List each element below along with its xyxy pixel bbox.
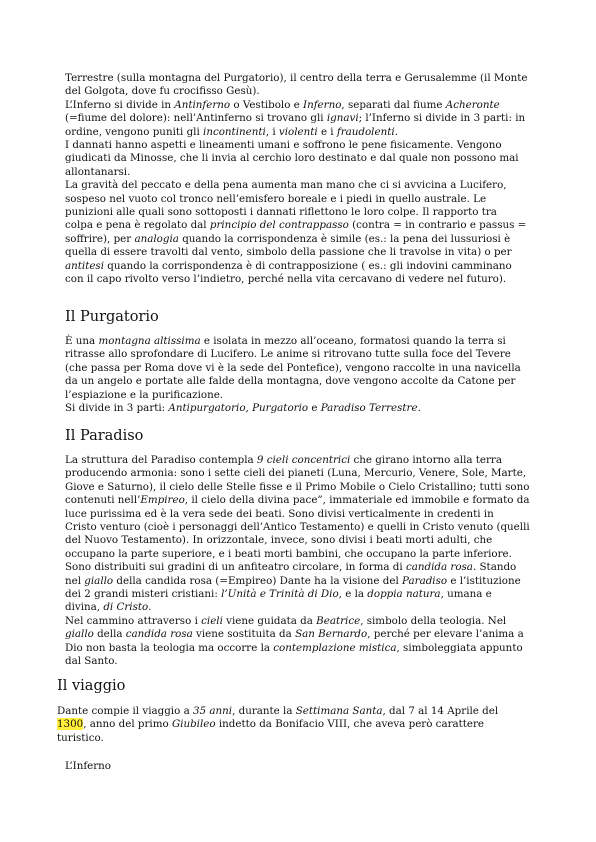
italic-text: Antinferno — [174, 98, 231, 111]
text-run: , umana e divina, — [65, 588, 492, 614]
italic-text: doppia natura — [367, 588, 441, 601]
text-run: della — [93, 628, 126, 641]
text-run: , dal 7 al 14 Aprile del — [382, 705, 499, 717]
text-run: quando la corrispondenza è simile (es.: la pena dei lussuriosi è quella di essere travolti dal vento, simbolo della passione che li travolse in vita) o per — [65, 232, 512, 259]
italic-text: antitesi — [65, 259, 105, 272]
text-run: , separati dal fiume — [341, 98, 446, 111]
paragraph-purgatorio — [65, 335, 545, 415]
heading-purgatorio: Il Purgatorio — [65, 309, 159, 325]
paragraph-paradiso — [65, 454, 545, 669]
italic-text: fraudolenti — [336, 125, 395, 138]
text-run: viene guidata da — [222, 614, 317, 627]
heading-viaggio: Il viaggio — [57, 678, 126, 694]
text-run: . Nel cammino attraverso i — [65, 601, 198, 627]
italic-text: principio del contrappasso — [209, 219, 349, 232]
italic-text: Acheronte — [445, 98, 500, 111]
text-run: . Stando nel — [65, 561, 517, 587]
text-run: . I dannati hanno aspetti e lineamenti umani e soffrono le pene fisicamente. Vengono giudicati da Minosse, che li invia al cerchio loro destinato e dal quale non possono mai allontanarsi. La gravità del peccato e della pena aumenta man mano che ci si avvicina a Lucifero, sospeso nel vuoto col tronco nell’emisfero boreale e i piedi in quello australe. Le punizioni alle quali sono sottoposti i dannati riflettono le loro colpe. Il rapporto tra colpa e pena è regolato dal — [65, 125, 519, 232]
text-run: Terrestre (sulla montagna del Purgatorio), il centro della terra e Gerusalemme (il Monte del Golgota, dove fu crocifisso Gesù). L’Inferno si divide in — [65, 72, 528, 111]
italic-text: di Cristo — [103, 601, 149, 614]
text-run: , il cielo della divina pace”, immateriale ed immobile e formato da luce purissima ed è la vera sede dei beati. Sono divisi verticalmente in credenti in Cristo venturo (cioè i personaggi dell’Antico Testamento) e quelli in Cristo venuto (quelli del Nuovo Testamento). In orizzontale, invece, sono divisi i beati morti adulti, che occupano la parte superiore, e i beati morti bambini, che occupano la parte inferiore. Sono distribuiti sui gradini di un anfiteatro circolare, in forma di — [65, 494, 530, 574]
text-run: . — [417, 402, 421, 415]
italic-text: Inferno — [303, 98, 342, 111]
italic-text: Paradiso — [402, 574, 448, 587]
text-run: La struttura del Paradiso contempla — [65, 454, 257, 466]
text-run: (=fiume del dolore): nell’Antinferno si trovano gli — [65, 112, 324, 125]
italic-text: montagna altissima — [98, 335, 201, 347]
text-run: , durante la — [232, 705, 296, 717]
italic-text: ignavi — [326, 112, 359, 125]
italic-text: Settimana Santa — [295, 705, 383, 717]
italic-text: violenti — [278, 125, 318, 138]
heading-paradiso: Il Paradiso — [65, 428, 144, 444]
italic-text: analogia — [134, 232, 179, 245]
italic-text: cieli — [201, 614, 223, 627]
italic-text: 35 anni — [192, 705, 233, 717]
text-run: , simboleggiata appunto dal Santo. — [65, 641, 523, 668]
italic-text: 9 cieli concentrici — [256, 454, 351, 466]
italic-text: Paradiso Terrestre — [320, 402, 418, 415]
italic-text: Beatrice — [316, 614, 361, 627]
text-run: , simbolo della teologia. Nel — [360, 614, 507, 627]
text-run: , i — [265, 125, 279, 138]
italic-text: giallo — [84, 574, 114, 587]
text-run: e i — [317, 125, 337, 138]
paragraph-inferno-description — [65, 72, 545, 287]
text-run: , perché per elevare l’anima a Dio non basta la teologia ma occorre la — [65, 628, 524, 654]
text-run: e — [308, 402, 321, 415]
text-run: e l’istituzione dei 2 grandi misteri cristiani: — [65, 574, 521, 601]
italic-text: San Bernardo — [295, 628, 368, 641]
text-run: ; l’Inferno si divide in 3 parti: in ordine, vengono puniti gli — [65, 112, 526, 138]
italic-text: candida rosa — [125, 628, 193, 641]
text-run: e isolata in mezzo all’oceano, formatosi quando la terra si ritrasse allo sprofondare di Lucifero. Le anime si ritrovano tutte sulla foce del Tevere (che passa per Roma dove vi è la sede del Pontefice), vengono raccolte in una navicella da un angelo e portate alle falde della montagna, dove vengono accolte da Catone per l’espiazione e la purificazione. Si divide in 3 parti: — [65, 335, 521, 415]
text-run: Dante compie il viaggio a — [57, 705, 193, 717]
text-run: o Vestibolo e — [230, 98, 304, 111]
italic-text: incontinenti — [203, 125, 266, 138]
italic-text: l’Unità e Trinità di Dio — [221, 588, 339, 601]
text-run: (contra = in contrario e passus = soffrire), per — [65, 219, 527, 245]
highlighted-text: 1300 — [57, 718, 84, 731]
text-run: È una — [65, 335, 99, 347]
paragraph-viaggio — [57, 705, 537, 745]
text-run: , anno del primo — [83, 718, 172, 731]
text-run: che girano intorno alla terra producendo armonia: sono i sette cieli dei pianeti (Luna, Mercurio, Venere, Sole, Marte, Giove e Saturno), il cielo delle Stelle fisse e il Primo Mobile o Cielo Cristallino; tutti sono contenuti nell’ — [65, 454, 530, 507]
italic-text: giallo — [65, 628, 94, 641]
subheading-inferno: L’Inferno — [65, 760, 111, 772]
italic-text: contemplazione mistica — [273, 641, 397, 654]
text-run: indetto da Bonifacio VIII, che aveva però carattere turistico. — [57, 718, 485, 744]
text-run: viene sostituita da — [192, 628, 296, 641]
italic-text: Antipurgatorio, Purgatorio — [168, 402, 309, 415]
italic-text: Giubileo — [171, 718, 216, 731]
text-run: della candida rosa (=Empireo) Dante ha la visione del — [113, 574, 403, 587]
text-run: , e la — [338, 588, 368, 601]
italic-text: Empireo — [140, 494, 185, 507]
text-run: quando la corrispondenza è di contrapposizione ( es.: gli indovini camminano con il capo rivolto verso l’indietro, perché nella vita cercavano di vedere nel futuro). — [65, 259, 512, 286]
italic-text: candida rosa — [405, 561, 473, 574]
